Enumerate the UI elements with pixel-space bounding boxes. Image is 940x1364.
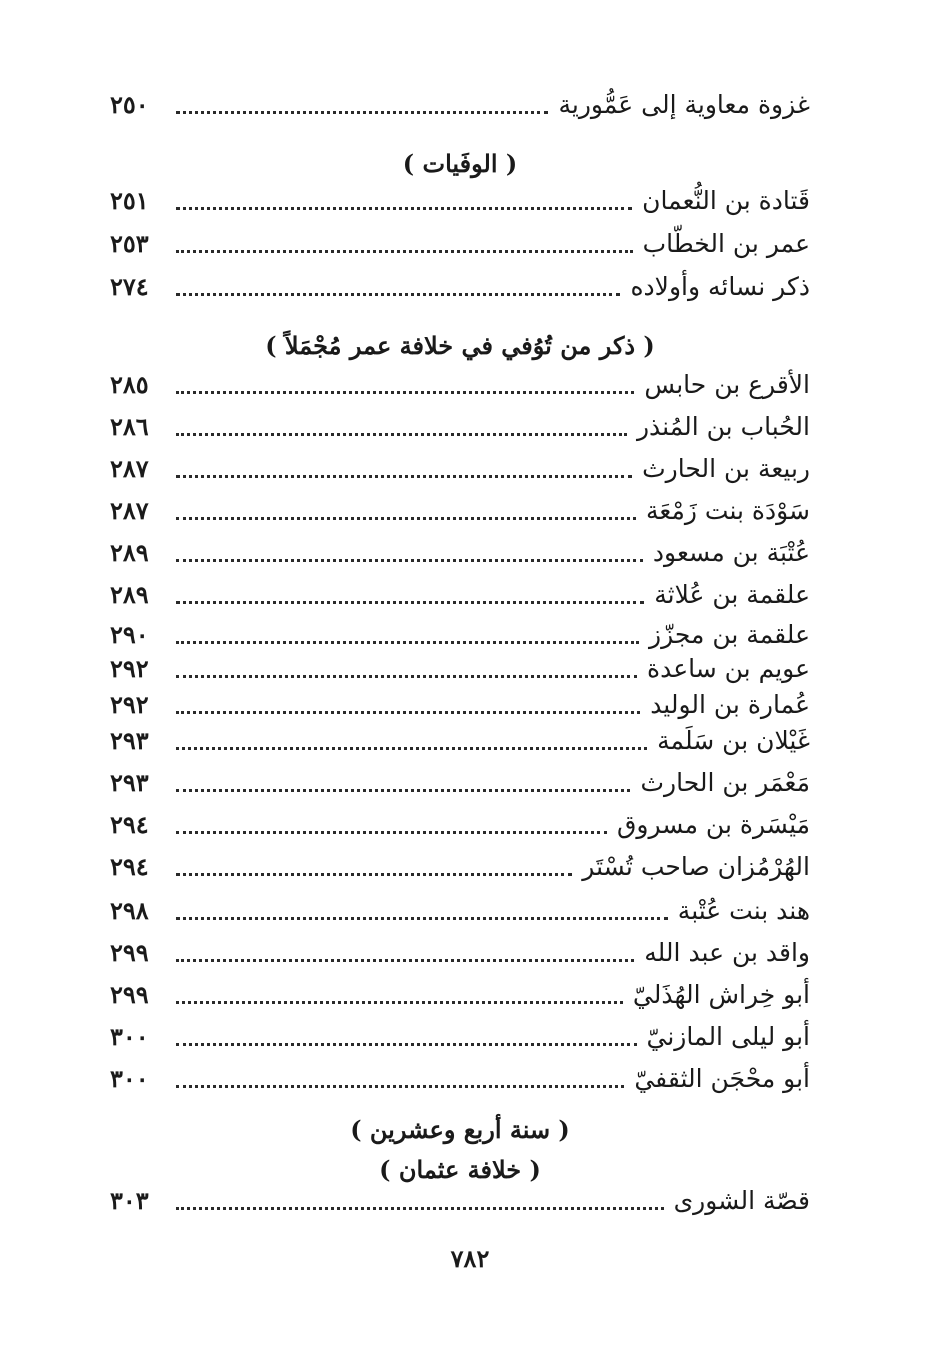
toc-entry — [110, 1018, 810, 1054]
toc-entry — [110, 806, 810, 842]
dot-leader — [176, 475, 632, 478]
entry-title: مَعْمَر بن الحارث — [640, 768, 810, 797]
dot-leader — [176, 959, 634, 962]
dot-leader — [176, 789, 630, 792]
dot-leader — [176, 1043, 637, 1046]
entry-title: أبو ليلى المازنيّ — [646, 1022, 810, 1051]
toc-entry — [110, 492, 810, 528]
dot-leader — [176, 559, 643, 562]
entry-title: أبو خِراش الهُذَليّ — [632, 980, 810, 1009]
entry-page: ٢٨٧ — [110, 454, 149, 483]
toc-entry — [110, 576, 810, 612]
dot-leader — [176, 711, 640, 714]
dot-leader — [176, 293, 620, 296]
toc-entry — [110, 764, 810, 800]
entry-title: واقد بن عبد الله — [644, 938, 810, 967]
entry-page: ٢٥٣ — [110, 229, 149, 258]
entry-title: هند بنت عُتْبة — [677, 896, 810, 925]
entry-title: قَتادة بن النُّعمان — [642, 186, 810, 215]
toc-entry — [110, 616, 810, 652]
entry-title: مَيْسَرة بن مسروق — [617, 810, 810, 839]
toc-entry — [110, 268, 810, 304]
toc-entry — [110, 650, 810, 686]
entry-page: ٢٩٠ — [110, 620, 149, 649]
entry-title: ربيعة بن الحارث — [642, 454, 810, 483]
entry-title: عُتْبَة بن مسعود — [652, 538, 810, 567]
entry-title: عُمارة بن الوليد — [650, 690, 810, 719]
toc-entry — [110, 1182, 810, 1218]
entry-page: ٢٧٤ — [110, 272, 149, 301]
section-heading: ( ذكر من تُوُفي في خلافة عمر مُجْمَلاً ) — [265, 331, 655, 360]
dot-leader — [176, 207, 632, 210]
entry-page: ٣٠٣ — [110, 1186, 149, 1215]
entry-title: الهُرْمُزان صاحب تُسْتَر — [582, 852, 810, 881]
entry-title: عمر بن الخطّاب — [642, 229, 810, 258]
dot-leader — [176, 111, 548, 114]
dot-leader — [176, 391, 634, 394]
entry-title: غزوة معاوية إلى عَمُّورية — [558, 90, 810, 119]
entry-page: ٢٩٩ — [110, 938, 149, 967]
dot-leader — [176, 873, 572, 876]
entry-title: علقمة بن مجزّز — [649, 620, 810, 649]
entry-page: ٢٨٩ — [110, 580, 149, 609]
section-heading: ( سنة أربع وعشرين ) — [350, 1115, 570, 1144]
dot-leader — [176, 433, 627, 436]
entry-title: ذكر نسائه وأولاده — [630, 272, 810, 301]
entry-title: غَيْلان بن سَلَمة — [657, 726, 810, 755]
entry-title: أبو محْجَن الثقفيّ — [634, 1064, 810, 1093]
dot-leader — [176, 831, 607, 834]
dot-leader — [176, 1207, 664, 1210]
entry-page: ٣٠٠ — [110, 1022, 149, 1051]
section-heading: ( خلافة عثمان ) — [379, 1155, 541, 1184]
toc-entry — [110, 182, 810, 218]
toc-entry — [110, 1060, 810, 1096]
toc-entry — [110, 722, 810, 758]
toc-entry — [110, 86, 810, 122]
entry-page: ٢٩٤ — [110, 810, 149, 839]
page-number: ٧٨٢ — [450, 1244, 490, 1273]
toc-entry — [110, 450, 810, 486]
toc-entry — [110, 366, 810, 402]
dot-leader — [176, 1001, 623, 1004]
entry-page: ٢٨٦ — [110, 412, 149, 441]
dot-leader — [176, 1085, 624, 1088]
toc-entry — [110, 408, 810, 444]
entry-page: ٢٨٩ — [110, 538, 149, 567]
dot-leader — [176, 747, 647, 750]
toc-entry — [110, 848, 810, 884]
dot-leader — [176, 641, 639, 644]
entry-title: الأقرع بن حابس — [644, 370, 810, 399]
section-heading: ( الوفَيات ) — [402, 149, 518, 178]
entry-page: ٣٠٠ — [110, 1064, 149, 1093]
entry-title: علقمة بن عُلاثة — [654, 580, 810, 609]
toc-entry — [110, 934, 810, 970]
dot-leader — [176, 601, 644, 604]
entry-page: ٢٥٠ — [110, 90, 149, 119]
entry-title: قصّة الشورى — [673, 1186, 810, 1215]
entry-page: ٢٩٢ — [110, 690, 149, 719]
toc-entry — [110, 892, 810, 928]
toc-entry — [110, 225, 810, 261]
toc-entry — [110, 976, 810, 1012]
dot-leader — [176, 675, 637, 678]
entry-page: ٢٩٣ — [110, 726, 149, 755]
toc-entry — [110, 686, 810, 722]
entry-page: ٢٩٣ — [110, 768, 149, 797]
entry-title: الحُباب بن المُنذر — [636, 412, 810, 441]
entry-page: ٢٩٩ — [110, 980, 149, 1009]
entry-page: ٢٩٤ — [110, 852, 149, 881]
dot-leader — [176, 917, 668, 920]
entry-page: ٢٨٧ — [110, 496, 149, 525]
entry-page: ٢٥١ — [110, 186, 149, 215]
entry-title: سَوْدَة بنت زَمْعَة — [646, 496, 810, 525]
entry-page: ٢٨٥ — [110, 370, 149, 399]
dot-leader — [176, 517, 636, 520]
entry-page: ٢٩٢ — [110, 654, 149, 683]
entry-title: عويم بن ساعدة — [646, 654, 810, 683]
toc-entry — [110, 534, 810, 570]
dot-leader — [176, 250, 633, 253]
entry-page: ٢٩٨ — [110, 896, 149, 925]
